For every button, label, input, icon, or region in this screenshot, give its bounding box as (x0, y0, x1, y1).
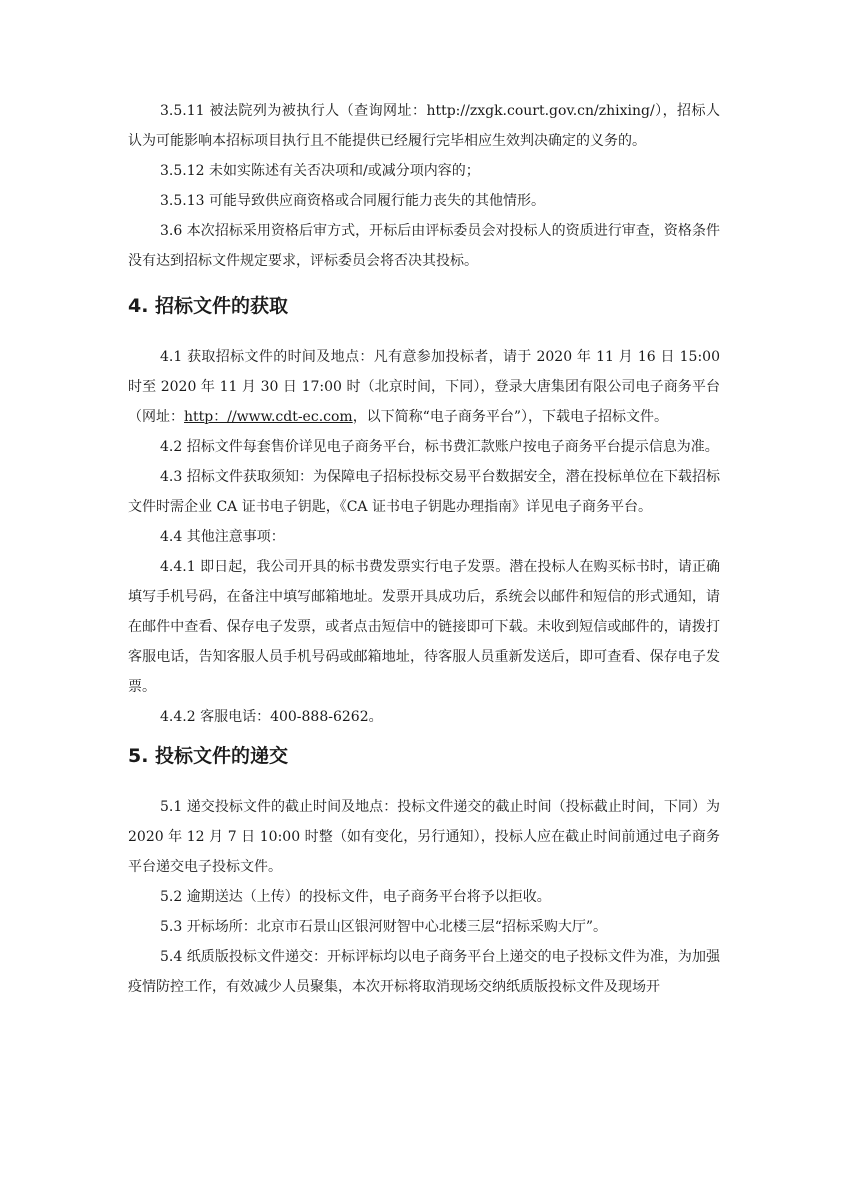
clause-5-1: 5.1 递交投标文件的截止时间及地点：投标文件递交的截止时间（投标截止时间，下同）为 2020 年 12 月 7 日 10:00 时整（如有变化，另行通知），投标人应在截止时间前通过电子商务平台递交电子投标文件。 (128, 799, 720, 875)
document-body (128, 96, 720, 1002)
clause-4-2: 4.2 招标文件每套售价详见电子商务平台，标书费汇款账户按电子商务平台提示信息为准。 (160, 439, 719, 455)
section-5-heading: 5. 投标文件的递交 (128, 745, 289, 767)
clause-5-4: 5.4 纸质版投标文件递交：开标评标均以电子商务平台上递交的电子投标文件为准，为加强疫情防控工作，有效减少人员聚集，本次开标将取消现场交纳纸质版投标文件及现场开 (128, 949, 720, 995)
clause-4-4: 4.4 其他注意事项： (160, 529, 285, 545)
clause-4-4-2: 4.4.2 客服电话：400-888-6262。 (160, 709, 383, 725)
clause-5-2: 5.2 逾期送达（上传）的投标文件，电子商务平台将予以拒收。 (160, 889, 551, 905)
clause-4-4-1: 4.4.1 即日起，我公司开具的标书费发票实行电子发票。潜在投标人在购买标书时，请正确填写手机号码，在备注中填写邮箱地址。发票开具成功后，系统会以邮件和短信的形式通知，请在邮件中查看、保存电子发票，或者点击短信中的链接即可下载。未收到短信或邮件的，请拨打客服电话，告知客服人员手机号码或邮箱地址，待客服人员重新发送后，即可查看、保存电子发票。 (128, 559, 720, 695)
section-4-heading: 4. 招标文件的获取 (128, 295, 289, 317)
clause-4-1-text: 4.1 获取招标文件的时间及地点：凡有意参加投标者，请于 2020 年 11 月 16 日 15:00 时至 2020 年 11 月 30 日 17:00 时（北京时间，下同），登录大唐集团有限公司电子商务平台（网址： (128, 349, 720, 425)
clause-3-6: 3.6 本次招标采用资格后审方式，开标后由评标委员会对投标人的资质进行审查，资格条件没有达到招标文件规定要求，评标委员会将否决其投标。 (128, 223, 720, 269)
clause-3-5-12: 3.5.12 未如实陈述有关否决项和/或减分项内容的； (160, 163, 480, 179)
platform-url-link[interactable]: http：//www.cdt-ec.com (184, 409, 353, 425)
clause-5-3: 5.3 开标场所：北京市石景山区银河财智中心北楼三层“招标采购大厅”。 (160, 919, 608, 935)
clause-3-5-11: 3.5.11 被法院列为被执行人（查询网址：http://zxgk.court.gov.cn/zhixing/），招标人认为可能影响本招标项目执行且不能提供已经履行完毕相应生效判决确定的义务的。 (128, 103, 720, 149)
clause-4-1 (128, 342, 720, 432)
clause-4-1-text-end: ，以下简称“电子商务平台”），下载电子招标文件。 (352, 409, 669, 425)
clause-3-5-13: 3.5.13 可能导致供应商资格或合同履行能力丧失的其他情形。 (160, 193, 545, 209)
clause-4-3: 4.3 招标文件获取须知：为保障电子招标投标交易平台数据安全，潜在投标单位在下载招标文件时需企业 CA 证书电子钥匙，《CA 证书电子钥匙办理指南》详见电子商务平台。 (128, 469, 720, 515)
